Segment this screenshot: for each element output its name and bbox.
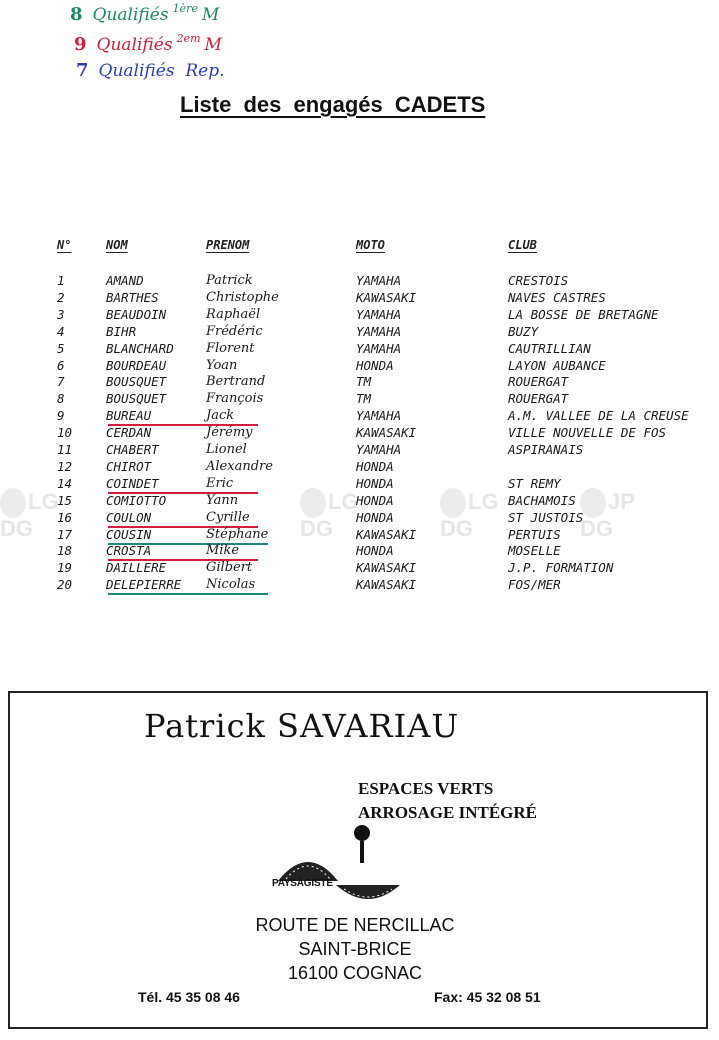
paysagiste-logo-icon: [268, 823, 408, 903]
entrant-club: LA BOSSE DE BRETAGNE: [508, 306, 659, 322]
entrant-prenom: Alexandre: [206, 458, 273, 474]
annotation-suffix: M: [201, 5, 220, 25]
entrant-nom: BOUSQUET: [106, 391, 167, 407]
entrant-number: 18: [57, 543, 73, 559]
entrant-prenom: Christophe: [206, 289, 279, 305]
entrant-number: 7: [57, 374, 65, 390]
entrant-prenom: Jack: [206, 408, 235, 424]
watermark-text: DG: [440, 516, 473, 541]
entrant-nom: CERDAN: [106, 425, 152, 441]
entrant-prenom: Patrick: [206, 273, 253, 288]
annotation-ordinal: 2em: [176, 32, 201, 45]
entrant-club: CAUTRILLIAN: [508, 340, 591, 356]
sponsor-fax: Fax: 45 32 08 51: [434, 989, 541, 1005]
entrant-club: FOS/MER: [508, 577, 561, 593]
entrant-moto: YAMAHA: [356, 408, 402, 424]
entrant-nom: BOUSQUET: [106, 374, 167, 390]
entrant-club: MOSELLE: [508, 543, 561, 559]
entrant-row: [0, 527, 719, 544]
entrant-row: [0, 577, 719, 594]
entrant-number: 12: [57, 458, 73, 474]
annotation-suffix: Rep.: [185, 61, 225, 81]
entrant-number: 17: [57, 526, 73, 542]
header-moto: MOTO: [356, 238, 385, 252]
entrant-number: 1: [57, 273, 65, 288]
logo-label: PAYSAGISTE: [272, 878, 333, 889]
entrant-nom: DAILLERE: [106, 560, 167, 576]
entrant-row: [0, 374, 719, 391]
watermark-text: JP: [608, 488, 635, 514]
sponsor-address-line: SAINT-BRICE: [298, 939, 412, 959]
entrant-row: [0, 459, 719, 476]
entrant-club: ROUERGAT: [508, 391, 569, 407]
entrant-moto: YAMAHA: [356, 340, 402, 356]
watermark-text: LG: [328, 488, 359, 514]
watermark-text: LG: [468, 488, 499, 514]
entrant-club: A.M. VALLEE DE LA CREUSE: [508, 408, 689, 424]
entrant-moto: HONDA: [356, 475, 394, 491]
entrant-moto: KAWASAKI: [356, 577, 417, 593]
entrant-number: 9: [57, 408, 65, 424]
entrant-nom: BEAUDOIN: [106, 306, 167, 322]
entrant-nom: BARTHES: [106, 289, 159, 305]
entrant-number: 5: [57, 340, 65, 356]
entrant-nom: COULON: [106, 509, 152, 525]
annotation-suffix: M: [204, 35, 222, 55]
entrant-prenom: Bertrand: [206, 374, 266, 390]
entrant-moto: TM: [356, 374, 372, 390]
entrant-nom: CHIROT: [106, 458, 152, 474]
entrant-row: [0, 543, 719, 560]
entrant-moto: TM: [356, 391, 372, 407]
entrant-nom: CHABERT: [106, 442, 159, 457]
annotation-text: Qualifiés: [98, 61, 175, 81]
header-number: N°: [57, 238, 72, 252]
annotation-qualified-rep: [76, 60, 225, 81]
header-club: CLUB: [508, 238, 537, 252]
annotation-count: 9: [74, 34, 87, 55]
entrant-club: ST JUSTOIS: [508, 509, 584, 525]
entrant-club: BUZY: [508, 323, 539, 339]
entrant-row: [0, 560, 719, 577]
watermark-text: DG: [0, 516, 33, 541]
entrant-row: [0, 425, 719, 442]
entrant-number: 10: [57, 425, 73, 441]
sponsor-service: ARROSAGE INTÉGRÉ: [358, 803, 538, 822]
entrant-nom: BLANCHARD: [106, 340, 174, 356]
entrant-number: 8: [57, 391, 65, 407]
entrant-prenom: Frédéric: [206, 323, 263, 339]
entrant-row: [0, 408, 719, 425]
sponsor-name: Patrick SAVARIAU: [144, 707, 460, 745]
entrant-moto: HONDA: [356, 543, 394, 559]
annotation-qualified-2nd: [74, 32, 222, 55]
entrant-prenom: Gilbert: [206, 560, 253, 576]
header-nom: NOM: [106, 238, 128, 252]
entrant-club: CRESTOIS: [508, 273, 569, 288]
sponsor-telephone: Tél. 45 35 08 46: [138, 989, 240, 1005]
entrant-club: BACHAMOIS: [508, 492, 576, 508]
entrant-moto: KAWASAKI: [356, 289, 417, 305]
entrant-number: 6: [57, 357, 65, 373]
entrant-row: [0, 510, 719, 527]
green-underline-mark: [108, 593, 268, 595]
entrant-prenom: Jérémy: [206, 425, 253, 441]
entrant-number: 11: [57, 442, 73, 457]
annotation-count: 7: [76, 60, 89, 81]
entrant-nom: COMIOTTO: [106, 492, 167, 508]
entrant-row: [0, 273, 719, 290]
entrant-club: ROUERGAT: [508, 374, 569, 390]
watermark-text: DG: [580, 516, 613, 541]
sponsor-address-line: ROUTE DE NERCILLAC: [255, 915, 455, 935]
entrant-moto: KAWASAKI: [356, 560, 417, 576]
entrant-row: [0, 442, 719, 459]
entrant-moto: HONDA: [356, 357, 394, 373]
entrant-club: ASPIRANAIS: [508, 442, 584, 457]
entrant-moto: HONDA: [356, 458, 394, 474]
entrant-nom: DELEPIERRE: [106, 577, 182, 593]
watermark-text: DG: [300, 516, 333, 541]
entrant-moto: YAMAHA: [356, 273, 402, 288]
entrant-nom: AMAND: [106, 273, 144, 288]
entrant-nom: CROSTA: [106, 543, 152, 559]
entrant-number: 14: [57, 475, 73, 491]
entrant-prenom: Yoan: [206, 357, 238, 373]
entrant-club: LAYON AUBANCE: [508, 357, 606, 373]
entrant-nom: BUREAU: [106, 408, 152, 424]
annotation-qualified-1st: [70, 2, 219, 25]
entrant-row: [0, 307, 719, 324]
annotation-count: 8: [70, 4, 83, 25]
entrant-number: 16: [57, 509, 73, 525]
annotation-text: Qualifiés: [96, 35, 173, 55]
entrant-row: [0, 493, 719, 510]
header-prenom: PRENOM: [206, 238, 250, 252]
entrant-row: [0, 324, 719, 341]
entrant-prenom: Lionel: [206, 442, 247, 457]
entrant-row: [0, 341, 719, 358]
entrant-prenom: Mike: [206, 543, 240, 559]
entrant-club: ST REMY: [508, 475, 561, 491]
watermark-text: LG: [28, 488, 59, 514]
entrant-number: 19: [57, 560, 73, 576]
entrant-prenom: Florent: [206, 340, 255, 356]
entrant-prenom: François: [206, 391, 264, 407]
entrant-number: 20: [57, 577, 73, 593]
entrant-nom: BOURDEAU: [106, 357, 167, 373]
entrant-moto: HONDA: [356, 509, 394, 525]
entrant-row: [0, 391, 719, 408]
entrant-prenom: Stéphane: [206, 526, 269, 542]
entrant-prenom: Eric: [206, 475, 234, 491]
entrant-row: [0, 476, 719, 493]
entrant-number: 4: [57, 323, 65, 339]
entrant-club: PERTUIS: [508, 526, 561, 542]
entrant-prenom: Cyrille: [206, 509, 250, 525]
annotation-ordinal: 1ère: [172, 2, 198, 15]
entrant-prenom: Raphaël: [206, 306, 261, 322]
entrant-moto: KAWASAKI: [356, 526, 417, 542]
entrant-nom: COINDET: [106, 475, 159, 491]
entrant-row: [0, 290, 719, 307]
entrant-moto: YAMAHA: [356, 306, 402, 322]
entrant-moto: HONDA: [356, 492, 394, 508]
entrant-nom: BIHR: [106, 323, 137, 339]
entrant-number: 2: [57, 289, 65, 305]
sponsor-address-line: 16100 COGNAC: [287, 963, 423, 983]
entrant-club: J.P. FORMATION: [508, 560, 614, 576]
entrant-club: NAVES CASTRES: [508, 289, 606, 305]
entrant-moto: YAMAHA: [356, 323, 402, 339]
page-title: Liste des engagés CADETS: [180, 92, 486, 117]
entrant-number: 15: [57, 492, 73, 508]
entrant-moto: YAMAHA: [356, 442, 402, 457]
entrant-nom: COUSIN: [106, 526, 152, 542]
entrant-prenom: Nicolas: [206, 577, 256, 593]
entrant-club: VILLE NOUVELLE DE FOS: [508, 425, 667, 441]
entrant-moto: KAWASAKI: [356, 425, 417, 441]
sponsor-advertisement: [8, 691, 708, 1029]
entrant-number: 3: [57, 306, 65, 322]
entrant-row: [0, 358, 719, 375]
sponsor-service: ESPACES VERTS: [358, 779, 494, 798]
entrant-prenom: Yann: [206, 492, 239, 508]
annotation-text: Qualifiés: [92, 5, 169, 25]
